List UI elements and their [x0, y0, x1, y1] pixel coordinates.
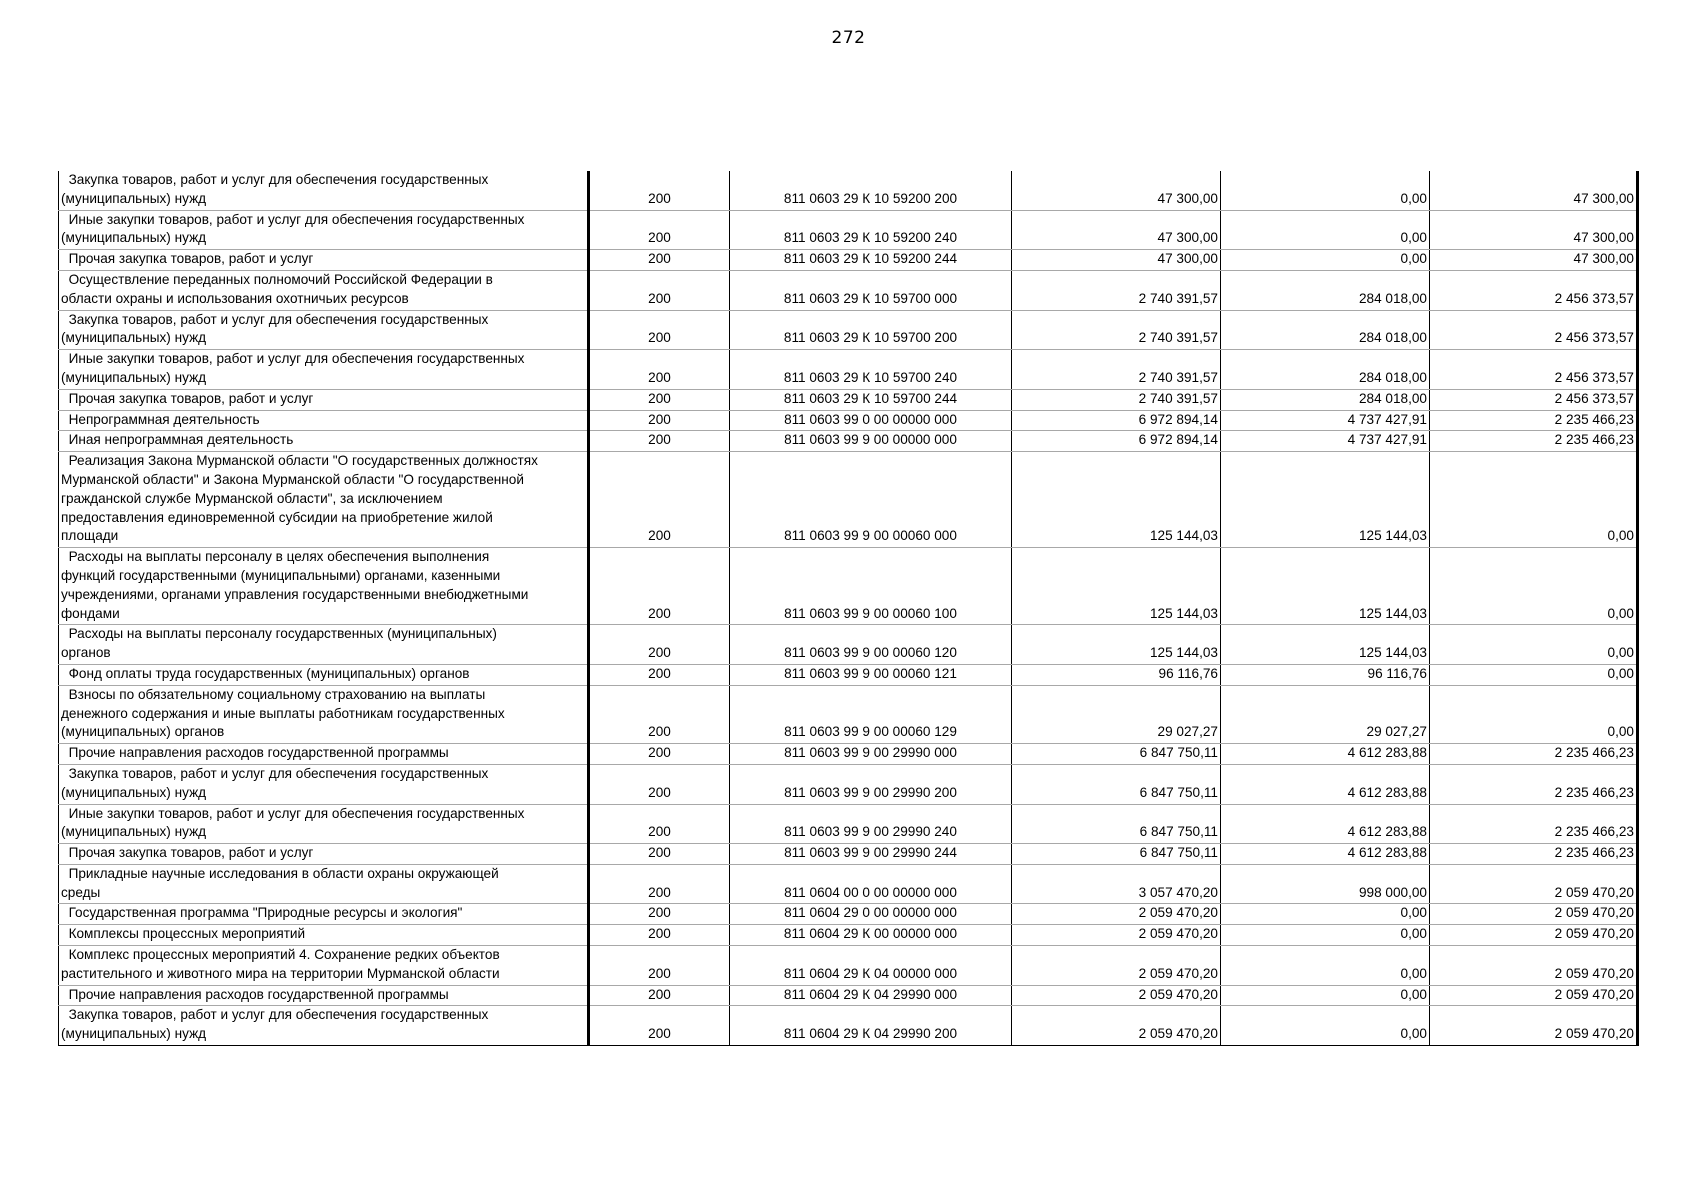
row-executed-amount: 96 116,76 — [1221, 664, 1430, 685]
row-executed-amount: 0,00 — [1221, 904, 1430, 925]
row-classification-code: 811 0603 29 К 10 59700 200 — [730, 310, 1012, 350]
row-classification-code: 811 0604 00 0 00 00000 000 — [730, 864, 1012, 904]
row-approved-amount: 6 847 750,11 — [1012, 844, 1221, 865]
row-classification-code: 811 0603 99 9 00 00060 100 — [730, 548, 1012, 625]
row-executed-amount: 0,00 — [1221, 946, 1430, 986]
row-approved-amount: 6 972 894,14 — [1012, 431, 1221, 452]
row-executed-amount: 0,00 — [1221, 171, 1430, 210]
row-code: 200 — [589, 1006, 730, 1046]
row-approved-amount: 2 740 391,57 — [1012, 270, 1221, 310]
row-classification-code: 811 0603 99 9 00 00060 121 — [730, 664, 1012, 685]
row-name: Реализация Закона Мурманской области "О государственных должностях Мурманской области" и Закона Мурманской области "О государственной гражданской службе Мурманской области", за исключением предоставления единовременной субсидии на приобретение жилой площади — [59, 452, 589, 548]
table-row — [59, 270, 1638, 310]
row-executed-amount: 29 027,27 — [1221, 685, 1430, 743]
row-executed-amount: 4 737 427,91 — [1221, 410, 1430, 431]
row-code: 200 — [589, 864, 730, 904]
row-classification-code: 811 0603 29 К 10 59200 200 — [730, 171, 1012, 210]
table-row — [59, 864, 1638, 904]
row-code: 200 — [589, 804, 730, 844]
table-row — [59, 310, 1638, 350]
row-approved-amount: 3 057 470,20 — [1012, 864, 1221, 904]
row-name: Прикладные научные исследования в области охраны окружающей среды — [59, 864, 589, 904]
row-code: 200 — [589, 625, 730, 665]
table-row — [59, 210, 1638, 250]
table-row — [59, 452, 1638, 548]
row-code: 200 — [589, 904, 730, 925]
row-unexecuted-amount: 2 059 470,20 — [1430, 985, 1638, 1006]
row-name: Прочие направления расходов государственной программы — [59, 744, 589, 765]
row-name: Взносы по обязательному социальному страхованию на выплаты денежного содержания и иные выплаты работникам государственных (муниципальных) органов — [59, 685, 589, 743]
row-classification-code: 811 0603 99 9 00 00000 000 — [730, 431, 1012, 452]
row-approved-amount: 2 059 470,20 — [1012, 925, 1221, 946]
row-executed-amount: 0,00 — [1221, 250, 1430, 271]
row-name: Прочая закупка товаров, работ и услуг — [59, 844, 589, 865]
row-unexecuted-amount: 2 235 466,23 — [1430, 804, 1638, 844]
row-name: Прочая закупка товаров, работ и услуг — [59, 250, 589, 271]
row-approved-amount: 6 972 894,14 — [1012, 410, 1221, 431]
row-code: 200 — [589, 744, 730, 765]
row-unexecuted-amount: 2 235 466,23 — [1430, 410, 1638, 431]
row-executed-amount: 4 737 427,91 — [1221, 431, 1430, 452]
table-row — [59, 250, 1638, 271]
row-classification-code: 811 0603 99 9 00 29990 244 — [730, 844, 1012, 865]
row-approved-amount: 2 059 470,20 — [1012, 946, 1221, 986]
table-row — [59, 925, 1638, 946]
row-code: 200 — [589, 985, 730, 1006]
row-name: Непрограммная деятельность — [59, 410, 589, 431]
row-executed-amount: 284 018,00 — [1221, 389, 1430, 410]
row-approved-amount: 47 300,00 — [1012, 210, 1221, 250]
row-code: 200 — [589, 764, 730, 804]
row-code: 200 — [589, 946, 730, 986]
table-row — [59, 844, 1638, 865]
row-code: 200 — [589, 210, 730, 250]
row-name: Закупка товаров, работ и услуг для обеспечения государственных (муниципальных) нужд — [59, 1006, 589, 1046]
row-name: Комплекс процессных мероприятий 4. Сохранение редких объектов растительного и животного мира на территории Мурманской области — [59, 946, 589, 986]
table-row — [59, 744, 1638, 765]
row-code: 200 — [589, 844, 730, 865]
table-row — [59, 625, 1638, 665]
row-executed-amount: 284 018,00 — [1221, 270, 1430, 310]
row-approved-amount: 6 847 750,11 — [1012, 804, 1221, 844]
row-classification-code: 811 0604 29 К 04 29990 000 — [730, 985, 1012, 1006]
row-classification-code: 811 0604 29 0 00 00000 000 — [730, 904, 1012, 925]
row-code: 200 — [589, 171, 730, 210]
row-classification-code: 811 0603 99 9 00 29990 000 — [730, 744, 1012, 765]
row-executed-amount: 998 000,00 — [1221, 864, 1430, 904]
row-classification-code: 811 0603 99 9 00 00060 000 — [730, 452, 1012, 548]
row-code: 200 — [589, 350, 730, 390]
table-body — [59, 171, 1638, 1046]
row-executed-amount: 125 144,03 — [1221, 548, 1430, 625]
row-approved-amount: 2 740 391,57 — [1012, 389, 1221, 410]
row-classification-code: 811 0603 29 К 10 59700 240 — [730, 350, 1012, 390]
table-row — [59, 946, 1638, 986]
table-row — [59, 664, 1638, 685]
row-code: 200 — [589, 431, 730, 452]
row-name: Закупка товаров, работ и услуг для обеспечения государственных (муниципальных) нужд — [59, 764, 589, 804]
row-executed-amount: 4 612 283,88 — [1221, 844, 1430, 865]
row-executed-amount: 125 144,03 — [1221, 452, 1430, 548]
row-name: Иные закупки товаров, работ и услуг для обеспечения государственных (муниципальных) нужд — [59, 350, 589, 390]
row-classification-code: 811 0603 29 К 10 59200 244 — [730, 250, 1012, 271]
row-code: 200 — [589, 925, 730, 946]
row-approved-amount: 47 300,00 — [1012, 250, 1221, 271]
row-classification-code: 811 0603 29 К 10 59200 240 — [730, 210, 1012, 250]
row-unexecuted-amount: 0,00 — [1430, 685, 1638, 743]
row-code: 200 — [589, 664, 730, 685]
row-name: Прочие направления расходов государственной программы — [59, 985, 589, 1006]
row-classification-code: 811 0603 29 К 10 59700 000 — [730, 270, 1012, 310]
row-classification-code: 811 0603 99 9 00 29990 200 — [730, 764, 1012, 804]
row-approved-amount: 6 847 750,11 — [1012, 744, 1221, 765]
row-classification-code: 811 0603 99 9 00 00060 120 — [730, 625, 1012, 665]
row-unexecuted-amount: 0,00 — [1430, 452, 1638, 548]
table-row — [59, 548, 1638, 625]
row-executed-amount: 0,00 — [1221, 1006, 1430, 1046]
row-unexecuted-amount: 2 456 373,57 — [1430, 350, 1638, 390]
row-code: 200 — [589, 548, 730, 625]
row-name: Иная непрограммная деятельность — [59, 431, 589, 452]
row-classification-code: 811 0604 29 К 04 29990 200 — [730, 1006, 1012, 1046]
row-unexecuted-amount: 47 300,00 — [1430, 210, 1638, 250]
table-row — [59, 904, 1638, 925]
table-row — [59, 1006, 1638, 1046]
row-code: 200 — [589, 685, 730, 743]
row-classification-code: 811 0603 99 0 00 00000 000 — [730, 410, 1012, 431]
page-number: 272 — [831, 28, 866, 48]
row-name: Расходы на выплаты персоналу в целях обеспечения выполнения функций государственными (муниципальными) органами, казенными учреждениями, органами управления государственными внебюджетными фондами — [59, 548, 589, 625]
row-unexecuted-amount: 47 300,00 — [1430, 250, 1638, 271]
row-unexecuted-amount: 2 059 470,20 — [1430, 1006, 1638, 1046]
row-unexecuted-amount: 2 235 466,23 — [1430, 431, 1638, 452]
row-unexecuted-amount: 2 456 373,57 — [1430, 389, 1638, 410]
row-unexecuted-amount: 2 059 470,20 — [1430, 946, 1638, 986]
row-approved-amount: 125 144,03 — [1012, 625, 1221, 665]
row-unexecuted-amount: 0,00 — [1430, 625, 1638, 665]
row-classification-code: 811 0604 29 К 04 00000 000 — [730, 946, 1012, 986]
row-executed-amount: 125 144,03 — [1221, 625, 1430, 665]
row-code: 200 — [589, 310, 730, 350]
row-unexecuted-amount: 2 456 373,57 — [1430, 270, 1638, 310]
row-unexecuted-amount: 2 235 466,23 — [1430, 764, 1638, 804]
row-name: Государственная программа "Природные ресурсы и экология" — [59, 904, 589, 925]
row-unexecuted-amount: 47 300,00 — [1430, 171, 1638, 210]
row-executed-amount: 284 018,00 — [1221, 350, 1430, 390]
row-classification-code: 811 0603 99 9 00 00060 129 — [730, 685, 1012, 743]
row-approved-amount: 125 144,03 — [1012, 548, 1221, 625]
row-approved-amount: 6 847 750,11 — [1012, 764, 1221, 804]
row-approved-amount: 29 027,27 — [1012, 685, 1221, 743]
row-name: Фонд оплаты труда государственных (муниципальных) органов — [59, 664, 589, 685]
row-name: Закупка товаров, работ и услуг для обеспечения государственных (муниципальных) нужд — [59, 171, 589, 210]
row-approved-amount: 96 116,76 — [1012, 664, 1221, 685]
table-row — [59, 389, 1638, 410]
row-approved-amount: 47 300,00 — [1012, 171, 1221, 210]
row-unexecuted-amount: 2 059 470,20 — [1430, 925, 1638, 946]
table-row — [59, 764, 1638, 804]
table-row — [59, 171, 1638, 210]
budget-execution-table — [58, 171, 1639, 1046]
table-row — [59, 431, 1638, 452]
row-executed-amount: 284 018,00 — [1221, 310, 1430, 350]
row-code: 200 — [589, 270, 730, 310]
row-name: Осуществление переданных полномочий Российской Федерации в области охраны и использования охотничьих ресурсов — [59, 270, 589, 310]
row-approved-amount: 2 059 470,20 — [1012, 904, 1221, 925]
row-approved-amount: 2 740 391,57 — [1012, 350, 1221, 390]
row-code: 200 — [589, 410, 730, 431]
row-name: Закупка товаров, работ и услуг для обеспечения государственных (муниципальных) нужд — [59, 310, 589, 350]
row-classification-code: 811 0603 99 9 00 29990 240 — [730, 804, 1012, 844]
row-name: Иные закупки товаров, работ и услуг для обеспечения государственных (муниципальных) нужд — [59, 210, 589, 250]
row-name: Иные закупки товаров, работ и услуг для обеспечения государственных (муниципальных) нужд — [59, 804, 589, 844]
table-row — [59, 350, 1638, 390]
table-row — [59, 410, 1638, 431]
row-unexecuted-amount: 2 456 373,57 — [1430, 310, 1638, 350]
row-code: 200 — [589, 389, 730, 410]
row-name: Расходы на выплаты персоналу государственных (муниципальных) органов — [59, 625, 589, 665]
table-row — [59, 985, 1638, 1006]
row-approved-amount: 2 059 470,20 — [1012, 985, 1221, 1006]
row-unexecuted-amount: 2 059 470,20 — [1430, 864, 1638, 904]
row-approved-amount: 125 144,03 — [1012, 452, 1221, 548]
row-classification-code: 811 0603 29 К 10 59700 244 — [730, 389, 1012, 410]
row-name: Комплексы процессных мероприятий — [59, 925, 589, 946]
row-approved-amount: 2 059 470,20 — [1012, 1006, 1221, 1046]
row-executed-amount: 0,00 — [1221, 210, 1430, 250]
row-unexecuted-amount: 2 059 470,20 — [1430, 904, 1638, 925]
row-code: 200 — [589, 452, 730, 548]
row-executed-amount: 0,00 — [1221, 985, 1430, 1006]
row-unexecuted-amount: 0,00 — [1430, 664, 1638, 685]
row-code: 200 — [589, 250, 730, 271]
row-unexecuted-amount: 2 235 466,23 — [1430, 844, 1638, 865]
row-executed-amount: 4 612 283,88 — [1221, 804, 1430, 844]
row-executed-amount: 4 612 283,88 — [1221, 764, 1430, 804]
table-row — [59, 685, 1638, 743]
row-classification-code: 811 0604 29 К 00 00000 000 — [730, 925, 1012, 946]
row-name: Прочая закупка товаров, работ и услуг — [59, 389, 589, 410]
row-executed-amount: 4 612 283,88 — [1221, 744, 1430, 765]
row-unexecuted-amount: 2 235 466,23 — [1430, 744, 1638, 765]
row-unexecuted-amount: 0,00 — [1430, 548, 1638, 625]
row-approved-amount: 2 740 391,57 — [1012, 310, 1221, 350]
row-executed-amount: 0,00 — [1221, 925, 1430, 946]
table-row — [59, 804, 1638, 844]
